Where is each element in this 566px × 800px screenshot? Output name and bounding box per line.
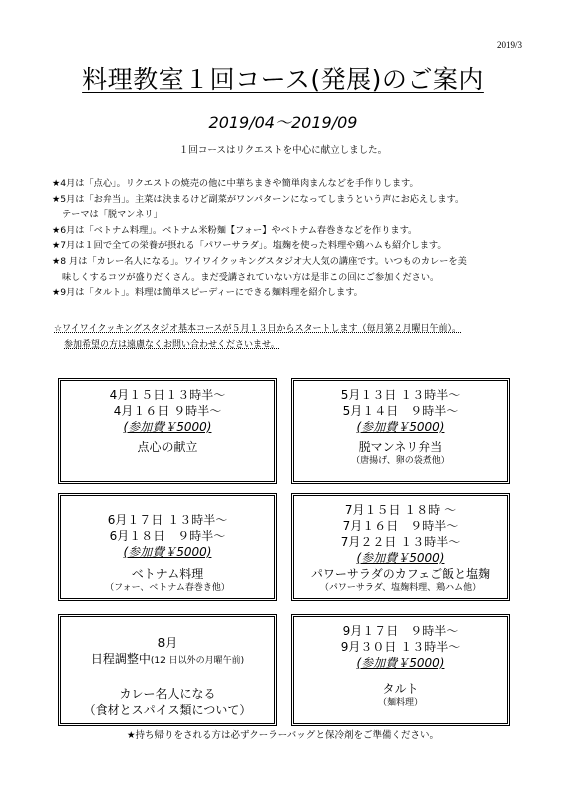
basic-course-notice	[54, 322, 522, 353]
schedule-box-september	[291, 614, 510, 726]
schedule-box-april	[58, 378, 277, 484]
list-item-june: ★6月は「ベトナム料理」。ベトナム米粉麺【フォー】やベトナム春巻きなどを作ります。	[52, 224, 418, 236]
menu-note: （パワーサラダ、塩麹料理、鶏ハム他）	[319, 583, 482, 593]
schedule-line: 9月１７日 ９時半～	[342, 624, 459, 638]
schedule-line: 4月１６日 ９時半～	[113, 404, 222, 418]
fee-text: (参加費￥5000)	[356, 551, 445, 565]
menu-title: ベトナム料理	[131, 567, 204, 581]
footer-note: ★持ち帰りをされる方は必ずクーラーバッグと保冷剤をご準備ください。	[127, 730, 439, 741]
schedule-line: 6月１８日 ９時半～	[109, 529, 226, 543]
fee-text: (参加費￥5000)	[356, 656, 445, 670]
document-date: 2019/3	[496, 40, 522, 50]
course-period: 2019/04～2019/09	[208, 113, 358, 132]
menu-title: 点心の献立	[137, 440, 198, 454]
menu-title: タルト	[382, 682, 419, 696]
page-title-text: 料理教室１回コース(発展)のご案内	[82, 65, 484, 94]
schedule-line: 7月１５日 １８時 ～	[344, 503, 457, 517]
list-item-august: ★8 月は「カレー名人になる」。ワイワイクッキングスタジオ大人気の講座です。いつものカレーを美	[52, 255, 467, 267]
list-item-may: ★5月は「お弁当」。主菜は決まるけど副菜がワンパターンになってしまうという声にお応えします。	[52, 193, 465, 205]
list-item-april: ★4月は「点心」。リクエストの焼売の他に中華ちまきや簡単肉まんなどを手作りします。	[52, 178, 419, 189]
list-item-may-theme: テーマは「脱マンネリ」	[62, 209, 163, 221]
schedule-status-text: 日程調整中	[90, 652, 151, 666]
menu-note: （フォー、ベトナム春巻き他）	[105, 583, 230, 593]
schedule-box-august	[58, 614, 277, 726]
schedule-line: 5月１４日 ９時半～	[342, 404, 459, 418]
schedule-line: 5月１３日 １３時半～	[340, 388, 461, 402]
notice-line-1: ☆ワイワイクッキングスタジオ基本コースが５月１３日からスタートします（毎月第２月曜日午前）。	[54, 324, 462, 334]
notice-line-2: 参加希望の方は遠慮なくお問い合わせくださいませ。	[64, 339, 280, 350]
list-item-august-cont: 味しくするコツが盛りだくさん。まだ受講されていない方は是非この回にご参加ください。	[62, 271, 440, 283]
fee-text: (参加費￥5000)	[123, 545, 212, 559]
schedule-line: 7月２２日 １３時半～	[340, 535, 461, 549]
schedule-box-july	[291, 493, 510, 601]
menu-subtitle: （食材とスパイス類について）	[83, 703, 252, 717]
list-item-july: ★7月は１回で全ての栄養が摂れる「パワーサラダ」。塩麹を使った料理や鶏ハムも紹介します。	[52, 240, 447, 252]
menu-note: （麺料理）	[377, 698, 423, 708]
menu-note: （唐揚げ、卵の袋煮他）	[351, 456, 450, 466]
schedule-box-june	[58, 493, 277, 601]
list-item-september: ★9月は「タルト」。料理は簡単スピーディーにできる麺料理を紹介します。	[52, 287, 363, 299]
menu-title: カレー名人になる	[119, 687, 216, 701]
monthly-menu-list	[52, 176, 522, 301]
menu-title: 脱マンネリ弁当	[358, 440, 443, 454]
schedule-line: 7月１６日 ９時半～	[342, 519, 459, 533]
menu-title: パワーサラダのカフェご飯と塩麹	[310, 567, 491, 581]
fee-text: (参加費￥5000)	[356, 420, 445, 434]
schedule-box-may	[291, 378, 510, 484]
schedule-line: 9月３０日 １３時半～	[340, 640, 461, 654]
page-title	[0, 60, 566, 96]
month-label: 8月	[157, 636, 178, 650]
schedule-line: 6月１７日 １３時半～	[107, 513, 228, 527]
intro-text: １回コースはリクエストを中心に献立しました。	[178, 145, 388, 156]
schedule-status	[61, 651, 274, 668]
schedule-line: 4月１５日１３時半～	[109, 388, 226, 402]
fee-text: (参加費￥5000)	[123, 420, 212, 434]
schedule-status-note: (12 日以外の月曜午前)	[150, 656, 245, 666]
